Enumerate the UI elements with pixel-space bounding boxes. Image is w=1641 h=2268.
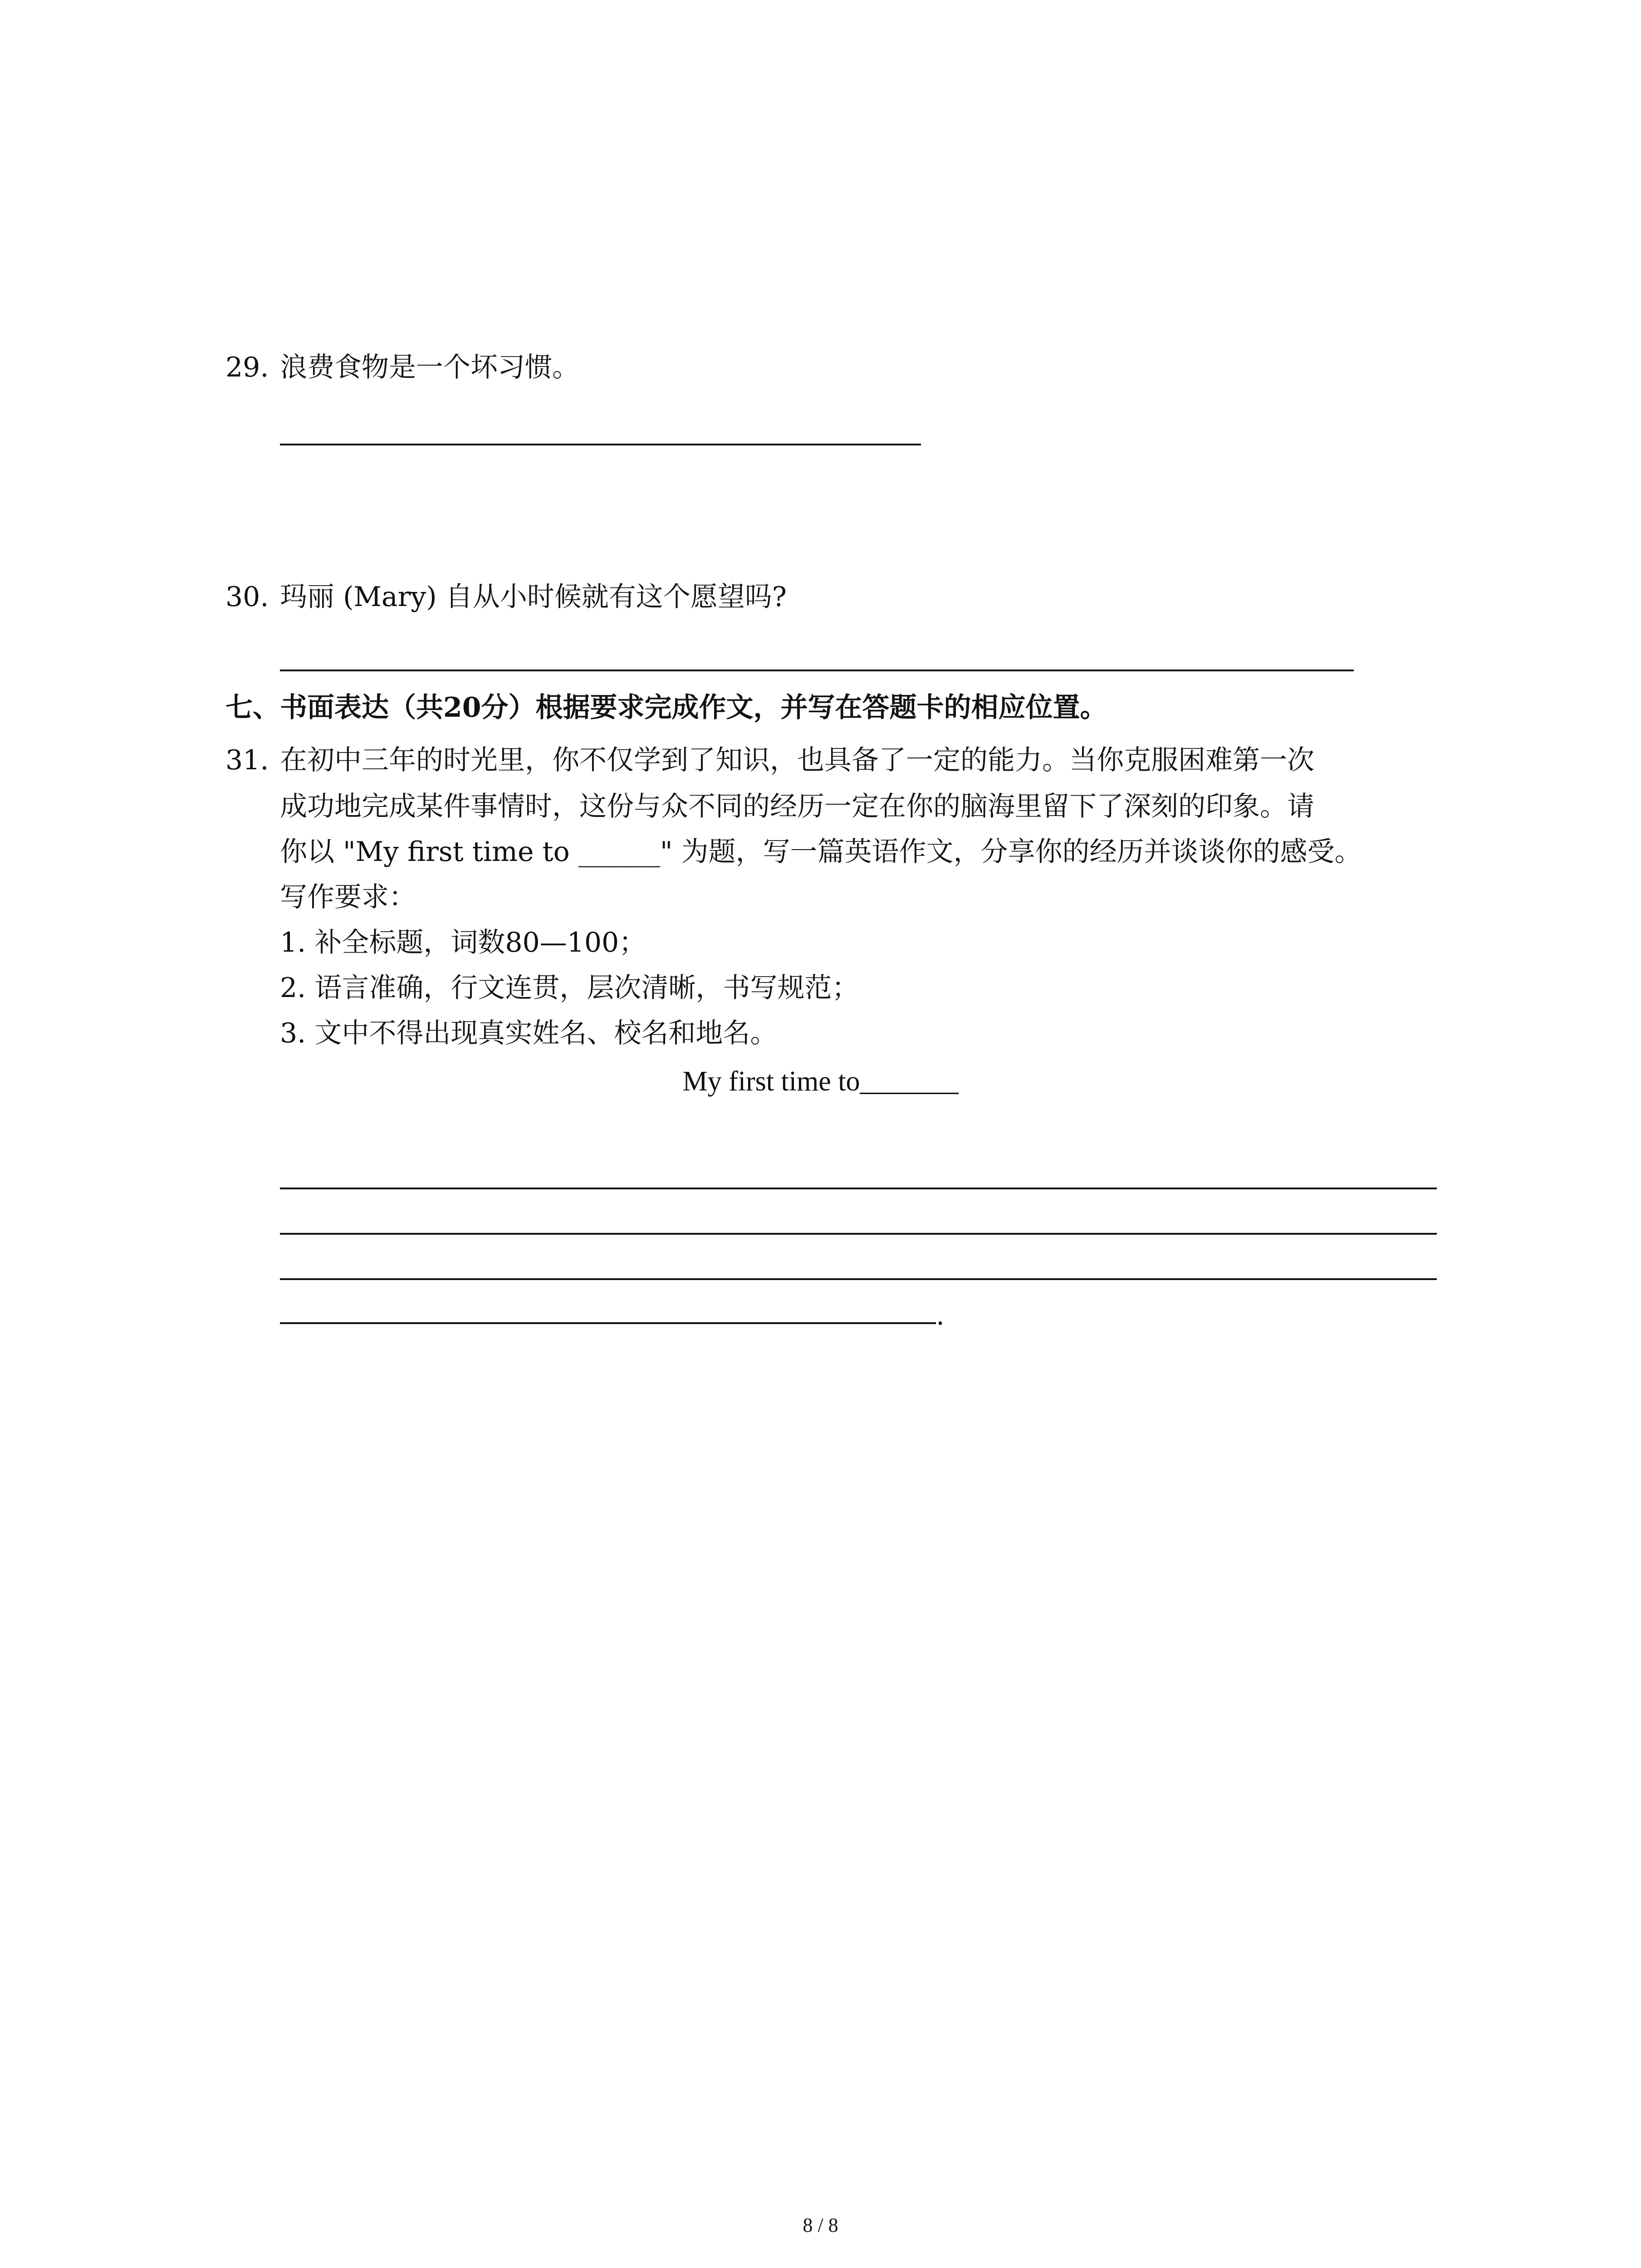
requirement-1: 1. 补全标题，词数80—100； xyxy=(280,927,647,958)
page-number: 8 / 8 xyxy=(803,2214,838,2236)
essay-end-period: . xyxy=(936,1300,945,1331)
answer-line-29[interactable] xyxy=(280,444,921,445)
essay-line-3[interactable] xyxy=(280,1278,1437,1280)
answer-line-30[interactable] xyxy=(280,670,1354,671)
section-7-heading: 七、书面表达（共20分）根据要求完成作文，并写在答题卡的相应位置。 xyxy=(225,692,1107,723)
writing-requirements-label: 写作要求： xyxy=(280,881,416,913)
question-31-line-2: 成功地完成某件事情时，这份与众不同的经历一定在你的脑海里留下了深刻的印象。请 xyxy=(280,791,1314,822)
question-30-text: 玛丽 (Mary) 自从小时候就有这个愿望吗? xyxy=(280,581,787,613)
question-30-number: 30. xyxy=(225,581,269,613)
question-31-line-1: 在初中三年的时光里，你不仅学到了知识，也具备了一定的能力。当你克服困难第一次 xyxy=(280,744,1314,776)
essay-title: My first time to_______ xyxy=(682,1066,959,1097)
question-29-number: 29. xyxy=(225,352,269,383)
essay-line-1[interactable] xyxy=(280,1188,1437,1189)
question-31-line-3: 你以 "My first time to ______" 为题，写一篇英语作文，分享你的经历并谈谈你的感受。 xyxy=(280,836,1362,868)
question-31-number: 31. xyxy=(225,744,269,776)
requirement-3: 3. 文中不得出现真实姓名、校名和地名。 xyxy=(280,1017,778,1049)
essay-line-2[interactable] xyxy=(280,1233,1437,1235)
question-29-text: 浪费食物是一个坏习惯。 xyxy=(280,352,579,383)
essay-line-4[interactable] xyxy=(280,1322,936,1324)
requirement-2: 2. 语言准确，行文连贯，层次清晰，书写规范； xyxy=(280,972,859,1004)
